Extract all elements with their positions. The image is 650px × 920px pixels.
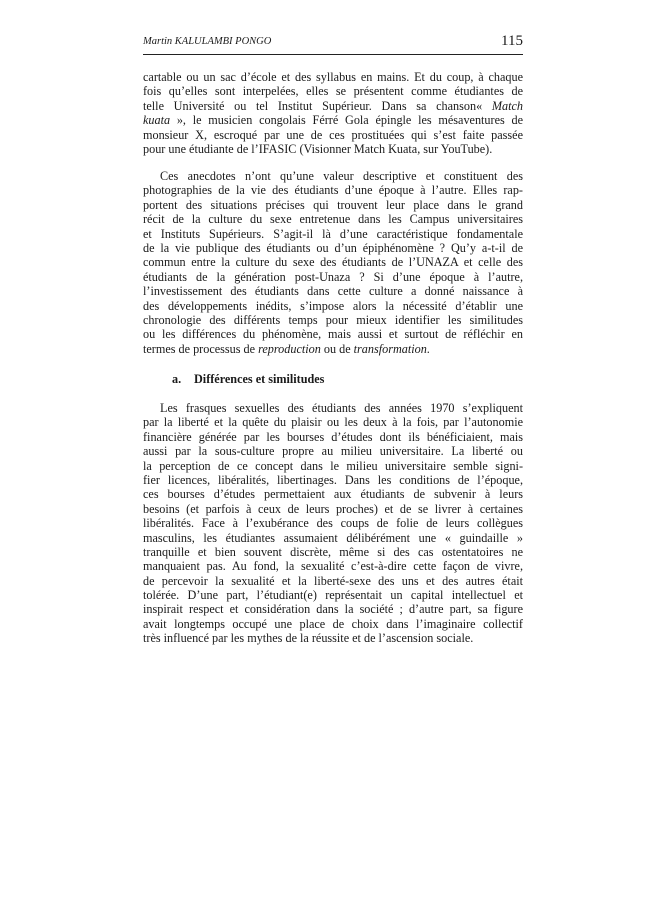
text-segment: monsieur X, escroqué par une de ces prostituées qui s’est faite passée [143, 127, 523, 142]
text-segment: masculins, les étudiantes assumaient délibérément une « guindaille » [143, 530, 523, 545]
page-number: 115 [501, 33, 523, 49]
text-segment: », le musicien congolais Férré Gola épingle les mésaventures de [170, 113, 523, 128]
text-segment: ou de [320, 341, 354, 356]
text-segment: la perception de ce concept dans le milieu universitaire semble signi- [143, 458, 523, 473]
text-line [143, 255, 523, 269]
text-line [143, 128, 523, 142]
text-segment: des développements inédits, s’impose alors la nécessité d’établir une [143, 298, 523, 313]
text-segment: tranquille et bien souvent discrète, même si des cas ostentatoires ne [143, 544, 523, 559]
text-segment: ces bourses d’études permettaient aux étudiants de subvenir à leurs [143, 487, 523, 502]
text-segment: pour une étudiante de l’IFASIC (Visionner Match Kuata, sur YouTube). [143, 141, 493, 156]
paragraph-2 [143, 169, 523, 356]
text-segment: inspirait respect et considération dans la société ; d’autre part, sa figure [143, 602, 523, 617]
text-segment: manquaient pas. Au fond, la sexualité c’est-à-dire cette façon de vivre, [143, 559, 523, 574]
text-line [143, 113, 523, 127]
text-segment: photographies de la vie des étudiants d’une époque à l’autre. Elles rap- [143, 183, 523, 198]
text-segment: fier licences, libéralités, libertinages. Dans les conditions de l’époque, [143, 472, 523, 487]
text-segment: tolérée. D’une part, l’étudiant(e) représentait un capital intellectuel et [143, 588, 523, 603]
text-line [143, 284, 523, 298]
text-line [143, 227, 523, 241]
text-line [143, 631, 523, 645]
text-segment: termes de processus de [143, 341, 259, 356]
text-segment: ou les différences du phénomène, mais aussi et surtout de réfléchir en [143, 327, 523, 342]
text-segment: Ces anecdotes n’ont qu’une valeur descriptive et constituent des [160, 169, 523, 183]
section-title: Différences et similitudes [194, 372, 325, 386]
text-segment: de percevoir la sexualité et la liberté-sexe des uns et des autres était [143, 573, 523, 588]
text-segment: aussi par la sous-culture propre au milieu universitaire. La liberté ou [143, 444, 523, 459]
text-line [143, 559, 523, 573]
text-line [143, 415, 523, 429]
text-line [143, 502, 523, 516]
paragraph-1 [143, 70, 523, 156]
text-line [143, 183, 523, 197]
text-segment: fois qu’elles sont interpelées, elles se présentent comme étudiantes de [143, 84, 523, 99]
text-segment: étudiants de la génération post-Unaza ? Si d’une époque à l’autre, [143, 269, 523, 284]
text-line [143, 574, 523, 588]
text-line [143, 531, 523, 545]
text-segment: libéralités. Face à l’exubérance des coups de folie de leurs collègues [143, 516, 523, 531]
text-line [143, 99, 523, 113]
text-line [143, 401, 523, 415]
text-line [143, 516, 523, 530]
text-line [143, 142, 523, 156]
italic-text: reproduction [258, 341, 321, 356]
text-segment: portent des situations précises qui trouvent leur place dans le grand [143, 197, 523, 212]
italic-text: Match [491, 98, 523, 113]
text-segment: et Instituts Supérieurs. S’agit-il là d’une caractéristique fondamentale [143, 226, 523, 241]
text-segment: . [426, 341, 430, 356]
paragraph-3 [143, 401, 523, 646]
text-line [143, 84, 523, 98]
italic-text: kuata [143, 113, 171, 128]
text-segment: commun entre la culture du sexe des étudiants de l’UNAZA et celle des [143, 255, 523, 270]
text-line [143, 588, 523, 602]
text-segment: récit de la culture du sexe entretenue dans les Campus universitaires [143, 212, 523, 227]
section-heading [172, 372, 324, 386]
text-segment: très influencé par les mythes de la réussite et de l’ascension sociale. [143, 631, 474, 646]
text-line [143, 545, 523, 559]
text-line [143, 459, 523, 473]
text-segment: l’investissement des étudiants dans cette culture a donné naissance à [143, 284, 523, 299]
text-line [143, 198, 523, 212]
text-segment: telle Université ou tel Institut Supérieur. Dans sa chanson« [143, 98, 492, 113]
text-segment: financière générée par les bourses d’études dont ils bénéficiaient, mais [143, 429, 523, 444]
header-author: Martin KALULAMBI PONGO [143, 36, 272, 47]
text-segment: de la vie publique des étudiants ou d’un épiphénomène ? Qu’y a-t-il de [143, 240, 523, 255]
text-line [143, 313, 523, 327]
text-line [143, 327, 523, 341]
text-line [143, 169, 523, 183]
text-segment: avait longtemps occupé une place de choix dans l’imaginaire collectif [143, 616, 523, 631]
text-line [143, 430, 523, 444]
text-line [143, 617, 523, 631]
text-segment: besoins (et parfois à ceux de leurs proches) et de se livrer à certaines [143, 501, 523, 516]
text-line [143, 342, 523, 356]
text-segment: cartable ou un sac d’école et des syllabus en mains. Et du coup, à chaque [143, 70, 523, 84]
text-segment: chronologie des différents temps pour mieux identifier les similitudes [143, 312, 523, 327]
text-line [143, 444, 523, 458]
text-line [143, 270, 523, 284]
text-line [143, 299, 523, 313]
text-segment: Les frasques sexuelles des étudiants des années 1970 s’expliquent [160, 401, 523, 415]
text-line [143, 70, 523, 84]
header-rule [143, 54, 523, 55]
section-marker: a. [172, 372, 182, 386]
text-line [143, 473, 523, 487]
text-line [143, 212, 523, 226]
italic-text: transformation [353, 341, 427, 356]
text-line [143, 602, 523, 616]
text-line [143, 241, 523, 255]
text-line [143, 487, 523, 501]
text-segment: par la liberté et la quête du plaisir ou les deux à la fois, par l’autonomie [143, 415, 523, 430]
